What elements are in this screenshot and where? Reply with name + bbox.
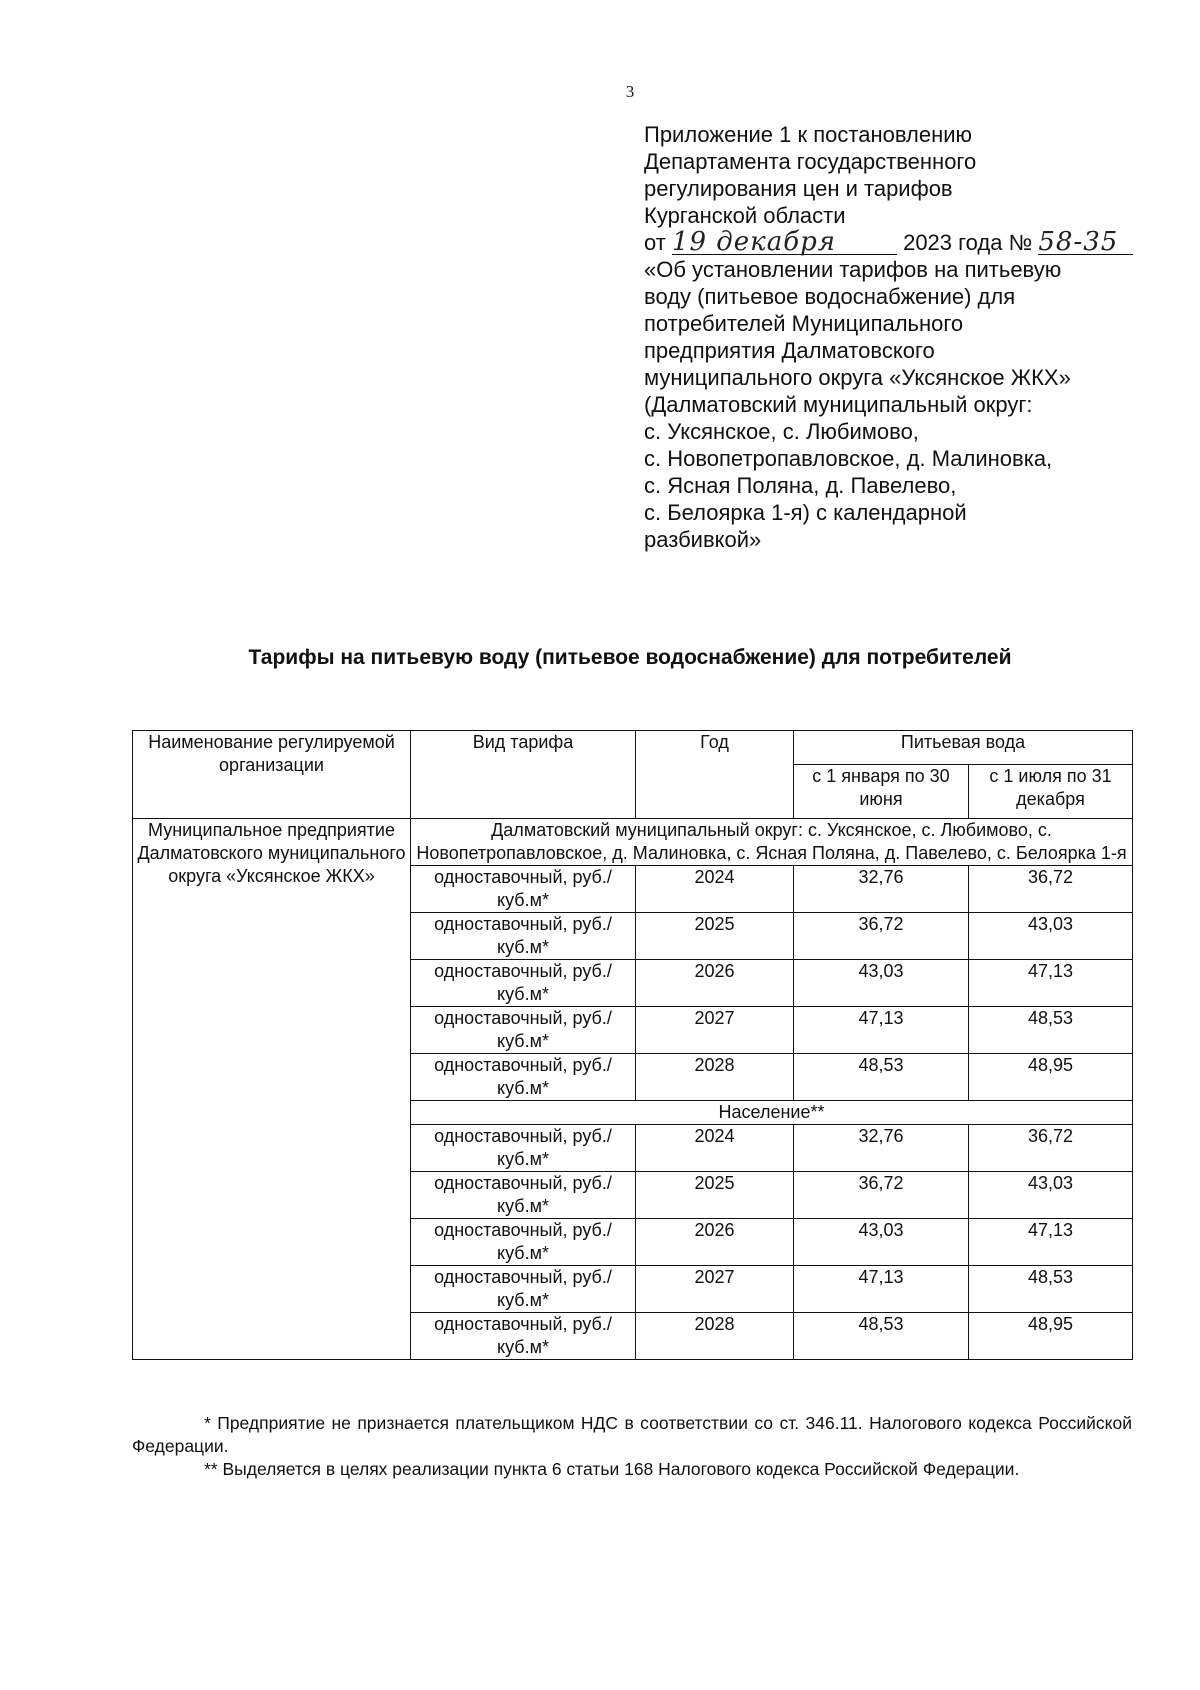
tariff-h1-cell: 47,13 [794,1266,969,1313]
header-drinking-water: Питьевая вода [794,731,1133,765]
group-label: Население** [411,1101,1133,1125]
header-year: Год [636,731,794,819]
subject-line: с. Новопетропавловское, д. Малиновка, [644,446,1053,471]
subject-line: с. Уксянское, с. Любимово, [644,419,919,444]
header-organization: Наименование регулируемой организации [133,731,411,819]
year-cell: 2025 [636,913,794,960]
tariff-h2-cell: 36,72 [969,866,1133,913]
footnote-1: * Предприятие не признается плательщиком НДС в соответствии со ст. 346.11. Налогового кодекса Российской Федерации. [132,1413,1132,1456]
appendix-line: Приложение 1 к постановлению [644,122,973,147]
tariff-h2-cell: 43,03 [969,1172,1133,1219]
year-cell: 2024 [636,1125,794,1172]
footnotes [132,1412,1132,1481]
tariff-type-cell: одноставочный, руб./куб.м* [411,866,636,913]
subject-line: (Далматовский муниципальный округ: [644,392,1033,417]
year-cell: 2027 [636,1007,794,1054]
tariff-type-cell: одноставочный, руб./куб.м* [411,1266,636,1313]
organization-name: Муниципальное предприятие Далматовского муниципального округа «Уксянское ЖКХ» [133,819,411,1360]
tariff-h1-cell: 43,03 [794,960,969,1007]
tariff-h1-cell: 48,53 [794,1054,969,1101]
tariff-h1-cell: 36,72 [794,913,969,960]
subject-line: муниципального округа «Уксянское ЖКХ» [644,365,1071,390]
subject-line: предприятия Далматовского [644,338,935,363]
tariff-h2-cell: 48,53 [969,1007,1133,1054]
tariff-table [132,730,1133,1360]
tariff-type-cell: одноставочный, руб./куб.м* [411,1219,636,1266]
tariff-h2-cell: 48,95 [969,1054,1133,1101]
tariff-type-cell: одноставочный, руб./куб.м* [411,1313,636,1360]
tariff-h2-cell: 36,72 [969,1125,1133,1172]
subject-line: с. Ясная Поляна, д. Павелево, [644,473,957,498]
year-cell: 2028 [636,1313,794,1360]
handwritten-number: 58-35 [1038,230,1133,255]
year-cell: 2025 [636,1172,794,1219]
tariff-type-cell: одноставочный, руб./куб.м* [411,1054,636,1101]
year-cell: 2027 [636,1266,794,1313]
header-period-2: с 1 июля по 31 декабря [969,765,1133,819]
appendix-line: регулирования цен и тарифов [644,176,953,201]
year-cell: 2024 [636,866,794,913]
subject-line: потребителей Муниципального [644,311,964,336]
tariff-type-cell: одноставочный, руб./куб.м* [411,913,636,960]
tariff-type-cell: одноставочный, руб./куб.м* [411,1125,636,1172]
group-label: Далматовский муниципальный округ: с. Уксянское, с. Любимово, с. Новопетропавловское, д. Малиновка, с. Ясная Поляна, д. Павелево, с. Белоярка 1-я [411,819,1133,866]
header-tariff-type: Вид тарифа [411,731,636,819]
header-period-1: с 1 января по 30 июня [794,765,969,819]
subject-line: «Об установлении тарифов на питьевую [644,257,1062,282]
tariff-h2-cell: 48,95 [969,1313,1133,1360]
tariff-h2-cell: 43,03 [969,913,1133,960]
tariff-h1-cell: 36,72 [794,1172,969,1219]
date-prefix: от [644,230,666,255]
tariff-h1-cell: 48,53 [794,1313,969,1360]
appendix-date-line [644,229,1164,256]
year-cell: 2026 [636,1219,794,1266]
date-year: 2023 года № [903,230,1033,255]
tariff-h1-cell: 47,13 [794,1007,969,1054]
appendix-line: Курганской области [644,203,846,228]
tariff-h2-cell: 48,53 [969,1266,1133,1313]
footnote-2: ** Выделяется в целях реализации пункта 6 статьи 168 Налогового кодекса Российской Федерации. [204,1459,1020,1479]
handwritten-date: 19 декабря [672,230,897,255]
tariff-type-cell: одноставочный, руб./куб.м* [411,960,636,1007]
group-row [133,819,1133,866]
tariff-h2-cell: 47,13 [969,1219,1133,1266]
subject-line: воду (питьевое водоснабжение) для [644,284,1016,309]
year-cell: 2026 [636,960,794,1007]
tariff-h2-cell: 47,13 [969,960,1133,1007]
document-title: Тарифы на питьевую воду (питьевое водоснабжение) для потребителей [248,646,1012,669]
tariff-type-cell: одноставочный, руб./куб.м* [411,1172,636,1219]
tariff-type-cell: одноставочный, руб./куб.м* [411,1007,636,1054]
page-number: 3 [625,82,635,101]
tariff-h1-cell: 43,03 [794,1219,969,1266]
appendix-block [644,121,1164,553]
subject-line: разбивкой» [644,527,762,552]
appendix-line: Департамента государственного [644,149,977,174]
year-cell: 2028 [636,1054,794,1101]
subject-line: с. Белоярка 1-я) с календарной [644,500,967,525]
tariff-h1-cell: 32,76 [794,866,969,913]
tariff-h1-cell: 32,76 [794,1125,969,1172]
